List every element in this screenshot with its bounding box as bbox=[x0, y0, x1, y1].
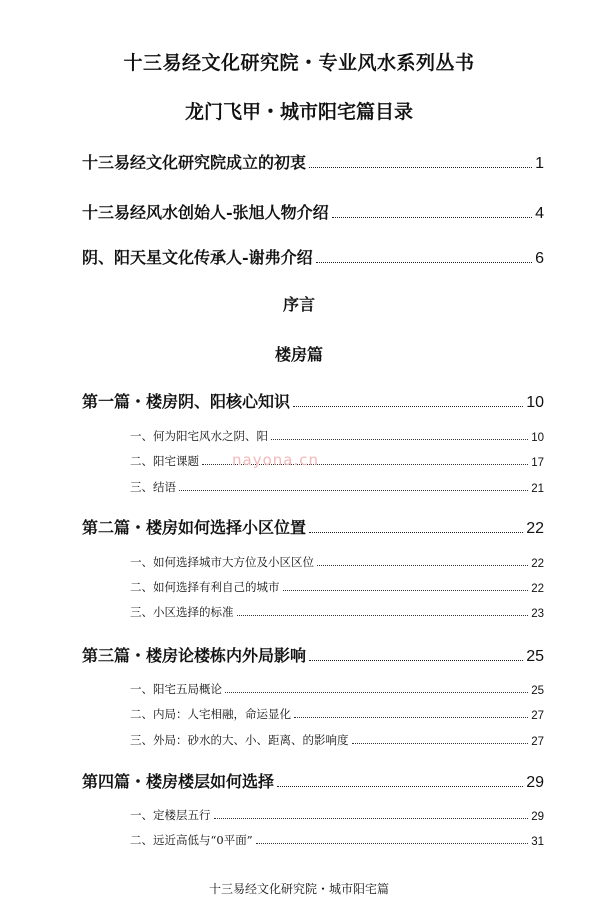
dot-leader bbox=[309, 659, 523, 661]
section-entry[interactable] bbox=[130, 579, 544, 595]
dot-leader bbox=[214, 817, 529, 819]
dot-leader bbox=[179, 489, 528, 491]
dot-leader bbox=[316, 261, 532, 263]
section-entry[interactable] bbox=[130, 706, 544, 722]
section-label: 一、何为阳宅风水之阴、阳 bbox=[130, 429, 268, 443]
toc-entry-label: 阴、阳天星文化传承人-谢弗介绍 bbox=[82, 248, 313, 267]
section-entry[interactable] bbox=[130, 832, 544, 848]
section-page: 10 bbox=[531, 432, 544, 444]
dot-leader bbox=[309, 531, 523, 533]
dot-leader bbox=[317, 564, 528, 566]
chapter-entry[interactable] bbox=[82, 515, 544, 538]
section-page: 22 bbox=[531, 558, 544, 570]
section-label: 二、内局：人宅相融，命运显化 bbox=[130, 707, 291, 721]
section-label: 二、如何选择有利自己的城市 bbox=[130, 580, 280, 594]
section-label: 三、结语 bbox=[130, 480, 176, 494]
toc-title: 龙门飞甲・城市阳宅篇目录 bbox=[184, 101, 413, 123]
chapter-label: 第四篇・楼房楼层如何选择 bbox=[82, 772, 275, 791]
toc-entry-page: 1 bbox=[535, 155, 544, 172]
section-entry[interactable] bbox=[130, 428, 544, 444]
book-series-title: 十三易经文化研究院・专业风水系列丛书 bbox=[123, 52, 475, 74]
section-entry[interactable] bbox=[130, 554, 544, 570]
section-entry[interactable] bbox=[130, 681, 544, 697]
section-label: 一、定楼层五行 bbox=[130, 808, 211, 822]
chapter-entry[interactable] bbox=[82, 389, 544, 412]
chapter-label: 第二篇・楼房如何选择小区位置 bbox=[82, 518, 307, 537]
toc-entry[interactable] bbox=[82, 150, 544, 173]
toc-entry[interactable] bbox=[82, 200, 544, 223]
toc-entry-page: 4 bbox=[535, 205, 544, 222]
section-page: 21 bbox=[531, 483, 544, 495]
section-label: 一、阳宅五局概论 bbox=[130, 682, 222, 696]
dot-leader bbox=[294, 716, 528, 718]
chapter-entry[interactable] bbox=[82, 769, 544, 792]
section-entry[interactable] bbox=[130, 732, 544, 748]
toc-entry-page: 6 bbox=[535, 250, 544, 267]
dot-leader bbox=[277, 785, 523, 787]
section-label: 三、小区选择的标准 bbox=[130, 605, 234, 619]
section-label: 二、远近高低与“0平面” bbox=[130, 833, 253, 847]
section-entry[interactable] bbox=[130, 479, 544, 495]
section-page: 27 bbox=[531, 710, 544, 722]
toc-entry[interactable] bbox=[82, 245, 544, 268]
section-page: 27 bbox=[531, 736, 544, 748]
section-entry[interactable] bbox=[130, 453, 544, 469]
section-page: 23 bbox=[531, 608, 544, 620]
preface-heading[interactable]: 序言 bbox=[282, 295, 315, 314]
toc-entry-label: 十三易经文化研究院成立的初衷 bbox=[82, 153, 307, 172]
section-page: 29 bbox=[531, 811, 544, 823]
chapter-page: 25 bbox=[526, 648, 544, 665]
section-label: 三、外局：砂水的大、小、距离、的影响度 bbox=[130, 733, 349, 747]
watermark-text: nayona.cn bbox=[232, 451, 319, 469]
section-entry[interactable] bbox=[130, 604, 544, 620]
dot-leader bbox=[237, 614, 529, 616]
chapter-label: 第三篇・楼房论楼栋内外局影响 bbox=[82, 646, 307, 665]
section-page: 22 bbox=[531, 583, 544, 595]
section-entry[interactable] bbox=[130, 807, 544, 823]
chapter-page: 22 bbox=[526, 520, 544, 537]
dot-leader bbox=[352, 742, 529, 744]
section-label: 一、如何选择城市大方位及小区区位 bbox=[130, 555, 314, 569]
dot-leader bbox=[256, 842, 529, 844]
chapter-page: 29 bbox=[526, 774, 544, 791]
dot-leader bbox=[332, 216, 532, 218]
dot-leader bbox=[271, 438, 528, 440]
dot-leader bbox=[309, 166, 532, 168]
dot-leader bbox=[293, 405, 523, 407]
dot-leader bbox=[283, 589, 529, 591]
section-page: 25 bbox=[531, 685, 544, 697]
chapter-page: 10 bbox=[526, 394, 544, 411]
page-footer: 十三易经文化研究院・城市阳宅篇 bbox=[208, 882, 389, 896]
section-page: 17 bbox=[531, 457, 544, 469]
toc-entry-label: 十三易经风水创始人-张旭人物介绍 bbox=[82, 203, 329, 222]
chapter-entry[interactable] bbox=[82, 643, 544, 666]
part-heading: 楼房篇 bbox=[274, 345, 323, 364]
dot-leader bbox=[225, 691, 528, 693]
section-label: 二、阳宅课题 bbox=[130, 454, 199, 468]
chapter-label: 第一篇・楼房阴、阳核心知识 bbox=[82, 392, 291, 411]
section-page: 31 bbox=[531, 836, 544, 848]
